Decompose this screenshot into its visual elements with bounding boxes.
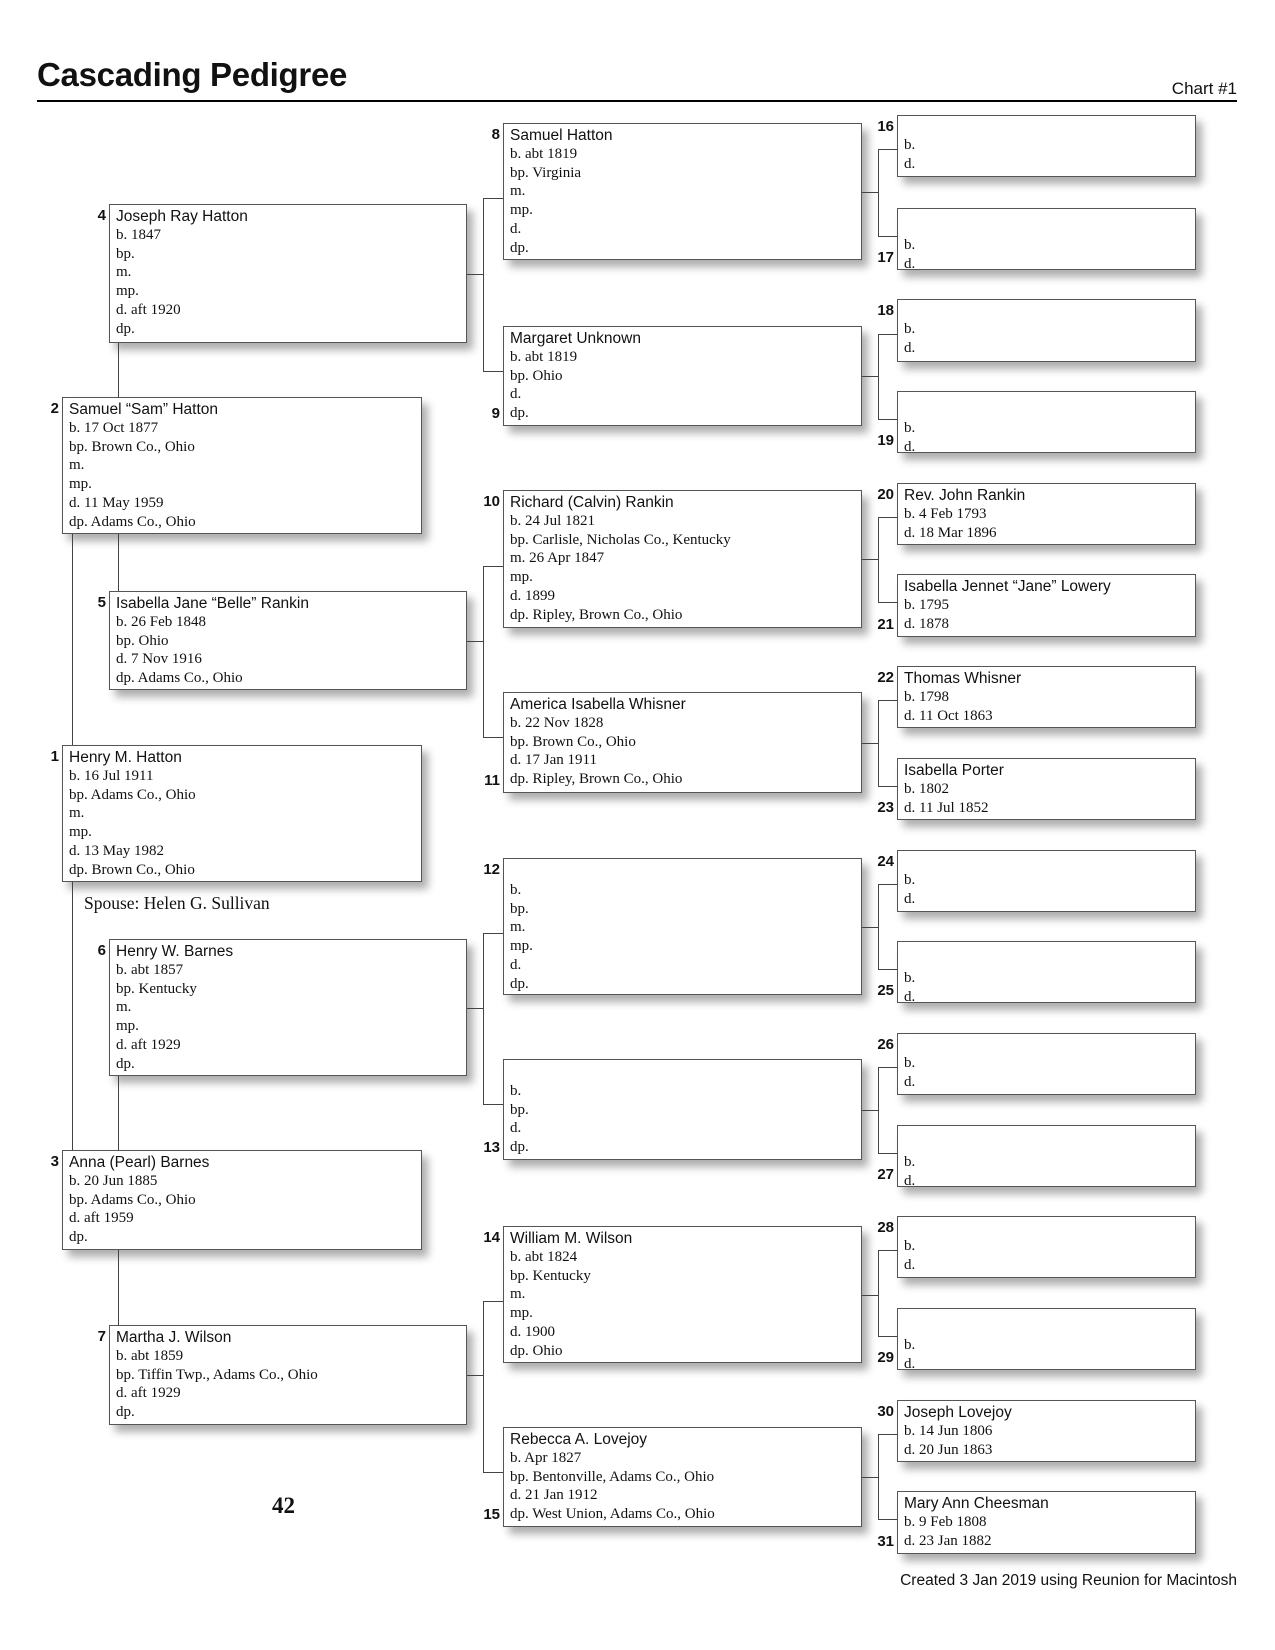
- connector-line: [878, 969, 897, 970]
- ahnentafel-number: 13: [483, 1139, 500, 1156]
- person-name: Joseph Ray Hatton: [116, 208, 248, 225]
- person-fact: dp. Ohio: [510, 1342, 563, 1359]
- person-name: Henry W. Barnes: [116, 943, 234, 960]
- person-fact: d.: [510, 956, 522, 973]
- ahnentafel-number: 24: [877, 853, 894, 870]
- person-fact: dp. Ripley, Brown Co., Ohio: [510, 771, 683, 788]
- person-fact: bp.: [510, 900, 529, 917]
- person-fact: d. 20 Jun 1863: [904, 1441, 993, 1458]
- connector-line: [483, 737, 503, 738]
- connector-line: [862, 927, 878, 928]
- ahnentafel-number: 4: [97, 207, 106, 224]
- person-name: Rev. John Rankin: [904, 487, 1026, 504]
- person-fact: b.: [904, 1337, 916, 1353]
- connector-line: [878, 1153, 897, 1154]
- person-fact: b.: [904, 1154, 916, 1170]
- ahnentafel-number: 26: [877, 1036, 894, 1053]
- person-fact: b. 24 Jul 1821: [510, 513, 596, 529]
- person-fact: dp.: [510, 1139, 529, 1156]
- person-box[interactable]: [897, 1125, 1196, 1187]
- person-fact: bp. Ohio: [116, 632, 169, 649]
- person-box[interactable]: [897, 483, 1196, 545]
- person-fact: b. Apr 1827: [510, 1450, 582, 1466]
- person-fact: mp.: [116, 1018, 139, 1035]
- person-box[interactable]: [897, 1491, 1196, 1554]
- connector-line: [878, 700, 897, 701]
- person-box[interactable]: [62, 1150, 422, 1250]
- person-fact: d.: [904, 1256, 916, 1273]
- person-name: Isabella Porter: [904, 762, 1004, 779]
- person-fact: d.: [904, 890, 916, 907]
- person-fact: m. 26 Apr 1847: [510, 550, 605, 567]
- person-fact: d.: [510, 386, 522, 403]
- person-name: Isabella Jane “Belle” Rankin: [116, 595, 309, 612]
- person-box[interactable]: [897, 941, 1196, 1003]
- person-box[interactable]: [897, 1033, 1196, 1095]
- person-fact: bp. Bentonville, Adams Co., Ohio: [510, 1468, 715, 1485]
- connector-line: [878, 149, 897, 150]
- person-fact: b. abt 1819: [510, 349, 578, 365]
- person-name: Anna (Pearl) Barnes: [69, 1154, 210, 1171]
- ahnentafel-number: 29: [877, 1349, 894, 1366]
- ahnentafel-number: 14: [483, 1229, 500, 1246]
- person-fact: d.: [904, 155, 916, 172]
- chart-number: Chart #1: [1171, 79, 1237, 98]
- ahnentafel-number: 1: [50, 748, 59, 765]
- page-title: Cascading Pedigree: [37, 56, 348, 93]
- person-fact: bp. Brown Co., Ohio: [69, 438, 195, 455]
- ahnentafel-number: 7: [97, 1328, 106, 1345]
- person-fact: b. 1847: [116, 227, 161, 243]
- person-fact: d. 1899: [510, 587, 555, 604]
- person-fact: b.: [904, 321, 916, 337]
- ahnentafel-number: 30: [877, 1403, 894, 1420]
- ahnentafel-number: 21: [877, 616, 894, 633]
- person-fact: b.: [904, 1055, 916, 1071]
- connector-line: [483, 1301, 484, 1472]
- person-fact: m.: [510, 919, 526, 936]
- person-fact: b. 20 Jun 1885: [69, 1173, 158, 1189]
- connector-line: [862, 192, 878, 193]
- person-fact: bp. Adams Co., Ohio: [69, 786, 196, 803]
- footer-credit: Created 3 Jan 2019 using Reunion for Macintosh: [900, 1572, 1237, 1589]
- ahnentafel-number: 20: [877, 486, 894, 503]
- person-fact: mp.: [116, 283, 139, 300]
- person-fact: d. 11 Jul 1852: [904, 799, 989, 816]
- person-fact: m.: [69, 457, 85, 474]
- person-fact: dp. Brown Co., Ohio: [69, 861, 195, 878]
- person-box[interactable]: [109, 939, 467, 1076]
- person-name: Richard (Calvin) Rankin: [510, 494, 674, 511]
- person-fact: dp. Adams Co., Ohio: [69, 513, 196, 530]
- connector-line: [878, 786, 897, 787]
- person-fact: b.: [904, 970, 916, 986]
- person-fact: b. 1798: [904, 689, 949, 705]
- ahnentafel-number: 16: [877, 118, 894, 135]
- person-fact: b. 14 Jun 1806: [904, 1423, 993, 1439]
- person-box[interactable]: [503, 692, 862, 793]
- person-fact: dp.: [510, 405, 529, 422]
- person-fact: d. aft 1929: [116, 1385, 181, 1402]
- connector-line: [878, 1519, 897, 1520]
- person-fact: bp. Ohio: [510, 367, 563, 384]
- ahnentafel-number: 6: [97, 942, 106, 959]
- person-box[interactable]: [62, 397, 422, 534]
- person-fact: mp.: [69, 824, 92, 841]
- person-fact: dp.: [116, 320, 135, 337]
- person-fact: d. aft 1920: [116, 301, 181, 318]
- connector-line: [483, 198, 484, 371]
- person-box[interactable]: [62, 745, 422, 882]
- ahnentafel-number: 15: [483, 1506, 500, 1523]
- person-box[interactable]: [897, 1216, 1196, 1278]
- person-fact: b. 22 Nov 1828: [510, 715, 604, 731]
- connector-line: [118, 1250, 119, 1325]
- person-fact: d.: [904, 1355, 916, 1372]
- person-fact: mp.: [510, 1305, 533, 1322]
- person-fact: d.: [904, 988, 916, 1005]
- person-box[interactable]: [897, 666, 1196, 728]
- ahnentafel-number: 22: [877, 669, 894, 686]
- person-fact: bp. Kentucky: [510, 1267, 591, 1284]
- ahnentafel-number: 27: [877, 1166, 894, 1183]
- person-name: Isabella Jennet “Jane” Lowery: [904, 578, 1111, 595]
- connector-line: [467, 1008, 483, 1009]
- person-name: Joseph Lovejoy: [904, 1404, 1012, 1421]
- connector-line: [878, 517, 897, 518]
- connector-line: [878, 334, 897, 335]
- person-fact: dp.: [510, 975, 529, 992]
- person-fact: dp.: [69, 1229, 88, 1246]
- connector-line: [467, 1375, 483, 1376]
- ahnentafel-number: 12: [483, 861, 500, 878]
- person-fact: d. aft 1929: [116, 1036, 181, 1053]
- person-fact: b.: [904, 420, 916, 436]
- person-fact: bp. Carlisle, Nicholas Co., Kentucky: [510, 531, 731, 548]
- person-box[interactable]: [897, 299, 1196, 362]
- person-fact: b.: [904, 237, 916, 253]
- person-name: Henry M. Hatton: [69, 749, 182, 766]
- person-fact: d. 1878: [904, 615, 949, 632]
- connector-line: [878, 1250, 897, 1251]
- person-box[interactable]: [897, 208, 1196, 270]
- ahnentafel-number: 3: [50, 1153, 59, 1170]
- person-fact: mp.: [69, 476, 92, 493]
- connector-line: [878, 1067, 897, 1068]
- connector-line: [878, 700, 879, 786]
- person-fact: m.: [69, 805, 85, 822]
- connector-line: [483, 1472, 503, 1473]
- connector-line: [483, 1104, 503, 1105]
- connector-line: [862, 1295, 878, 1296]
- person-name: Samuel “Sam” Hatton: [69, 401, 219, 418]
- person-fact: m.: [116, 999, 132, 1016]
- person-box[interactable]: [503, 1059, 862, 1160]
- connector-line: [878, 1434, 879, 1519]
- person-fact: d. 21 Jan 1912: [510, 1487, 598, 1504]
- person-fact: d.: [904, 1172, 916, 1189]
- person-fact: b.: [904, 1238, 916, 1254]
- person-fact: m.: [510, 1286, 526, 1303]
- person-fact: bp. Virginia: [510, 164, 582, 181]
- person-box[interactable]: [897, 850, 1196, 912]
- person-fact: bp.: [116, 245, 135, 262]
- ahnentafel-number: 31: [877, 1533, 894, 1550]
- person-fact: d.: [904, 438, 916, 455]
- person-fact: dp.: [510, 239, 529, 256]
- person-box[interactable]: [897, 1400, 1196, 1462]
- connector-line: [862, 1110, 878, 1111]
- person-name: Martha J. Wilson: [116, 1329, 232, 1346]
- person-box[interactable]: [503, 858, 862, 995]
- ahnentafel-number: 17: [877, 249, 894, 266]
- person-fact: d. 7 Nov 1916: [116, 651, 202, 668]
- person-fact: d. 17 Jan 1911: [510, 752, 597, 769]
- connector-line: [878, 334, 879, 419]
- person-fact: b.: [904, 137, 916, 153]
- person-box[interactable]: [897, 574, 1196, 637]
- person-fact: m.: [510, 183, 526, 200]
- connector-line: [878, 884, 879, 969]
- person-fact: b. 1795: [904, 597, 949, 613]
- person-fact: d. 11 Oct 1863: [904, 707, 993, 724]
- person-box[interactable]: [109, 1325, 467, 1425]
- connector-line: [862, 743, 878, 744]
- connector-line: [118, 343, 119, 397]
- connector-line: [878, 419, 897, 420]
- person-box[interactable]: [109, 591, 467, 690]
- person-fact: b. 16 Jul 1911: [69, 768, 154, 784]
- person-fact: d. 18 Mar 1896: [904, 524, 997, 541]
- person-name: America Isabella Whisner: [510, 696, 686, 713]
- person-fact: mp.: [510, 569, 533, 586]
- ahnentafel-number: 18: [877, 302, 894, 319]
- ahnentafel-number: 23: [877, 799, 894, 816]
- person-fact: b.: [904, 872, 916, 888]
- ahnentafel-number: 8: [491, 126, 500, 143]
- person-fact: b. abt 1819: [510, 146, 578, 162]
- person-name: Thomas Whisner: [904, 670, 1022, 687]
- person-box[interactable]: [503, 326, 862, 426]
- person-fact: b. abt 1857: [116, 962, 184, 978]
- person-box[interactable]: [503, 490, 862, 628]
- person-box[interactable]: [109, 204, 467, 343]
- connector-line: [878, 602, 897, 603]
- person-name: Margaret Unknown: [510, 330, 641, 347]
- person-fact: dp.: [116, 1055, 135, 1072]
- person-fact: bp. Kentucky: [116, 980, 197, 997]
- person-fact: b. 9 Feb 1808: [904, 1514, 987, 1530]
- connector-line: [878, 149, 879, 236]
- connector-line: [878, 236, 897, 237]
- person-fact: d.: [904, 1073, 916, 1090]
- person-box[interactable]: [503, 1226, 862, 1363]
- title-rule: [37, 100, 1237, 102]
- person-fact: d. 23 Jan 1882: [904, 1532, 992, 1549]
- connector-line: [483, 371, 503, 372]
- person-fact: b. 4 Feb 1793: [904, 506, 987, 522]
- person-fact: d.: [904, 339, 916, 356]
- ahnentafel-number: 5: [97, 594, 106, 611]
- connector-line: [72, 534, 73, 745]
- person-name: Rebecca A. Lovejoy: [510, 1431, 648, 1448]
- person-fact: d.: [510, 1120, 522, 1137]
- person-fact: bp. Tiffin Twp., Adams Co., Ohio: [116, 1366, 318, 1383]
- connector-line: [878, 1067, 879, 1153]
- person-name: Mary Ann Cheesman: [904, 1495, 1049, 1512]
- person-box[interactable]: [897, 391, 1196, 453]
- person-fact: d. 13 May 1982: [69, 842, 164, 859]
- person-fact: mp.: [510, 938, 533, 955]
- connector-line: [483, 933, 484, 1104]
- person-fact: d. aft 1959: [69, 1210, 134, 1227]
- connector-line: [483, 566, 484, 738]
- person-fact: b.: [510, 882, 522, 898]
- person-fact: d. 11 May 1959: [69, 494, 164, 511]
- person-fact: d. 1900: [510, 1323, 555, 1340]
- person-name: Samuel Hatton: [510, 127, 613, 144]
- ahnentafel-number: 10: [483, 493, 500, 510]
- person-name: William M. Wilson: [510, 1230, 633, 1247]
- person-fact: b. 26 Feb 1848: [116, 614, 206, 630]
- person-fact: dp. West Union, Adams Co., Ohio: [510, 1506, 715, 1523]
- connector-line: [862, 559, 878, 560]
- person-fact: bp.: [510, 1101, 529, 1118]
- person-fact: dp. Adams Co., Ohio: [116, 670, 243, 687]
- person-box[interactable]: [503, 1427, 862, 1527]
- connector-line: [878, 884, 897, 885]
- connector-line: [878, 1434, 897, 1435]
- connector-line: [878, 1250, 879, 1336]
- connector-line: [483, 566, 503, 567]
- connector-line: [483, 933, 503, 934]
- person-fact: b. abt 1824: [510, 1249, 578, 1265]
- ahnentafel-number: 28: [877, 1219, 894, 1236]
- spouse-label: Spouse: Helen G. Sullivan: [84, 893, 270, 913]
- person-box[interactable]: [503, 123, 862, 260]
- connector-line: [878, 1336, 897, 1337]
- person-fact: b. 1802: [904, 781, 949, 797]
- page-number: 42: [272, 1493, 295, 1518]
- connector-line: [878, 517, 879, 602]
- ahnentafel-number: 25: [877, 982, 894, 999]
- connector-line: [862, 376, 878, 377]
- connector-line: [118, 1076, 119, 1150]
- connector-line: [72, 882, 73, 1150]
- connector-line: [467, 641, 483, 642]
- connector-line: [467, 274, 483, 275]
- person-box[interactable]: [897, 1308, 1196, 1370]
- ahnentafel-number: 19: [877, 432, 894, 449]
- person-fact: b.: [510, 1083, 522, 1099]
- person-fact: b. abt 1859: [116, 1348, 184, 1364]
- person-fact: d.: [904, 255, 916, 272]
- person-fact: m.: [116, 264, 132, 281]
- person-fact: bp. Brown Co., Ohio: [510, 733, 636, 750]
- ahnentafel-number: 11: [484, 772, 500, 789]
- person-box[interactable]: [897, 758, 1196, 820]
- person-fact: d.: [510, 220, 522, 237]
- person-fact: dp.: [116, 1404, 135, 1421]
- connector-line: [862, 1477, 878, 1478]
- person-fact: mp.: [510, 202, 533, 219]
- person-fact: dp. Ripley, Brown Co., Ohio: [510, 606, 683, 623]
- person-box[interactable]: [897, 115, 1196, 177]
- connector-line: [118, 534, 119, 591]
- person-fact: b. 17 Oct 1877: [69, 420, 159, 436]
- person-fact: bp. Adams Co., Ohio: [69, 1191, 196, 1208]
- connector-line: [483, 1301, 503, 1302]
- ahnentafel-number: 2: [50, 400, 59, 417]
- connector-line: [483, 198, 503, 199]
- ahnentafel-number: 9: [491, 405, 500, 422]
